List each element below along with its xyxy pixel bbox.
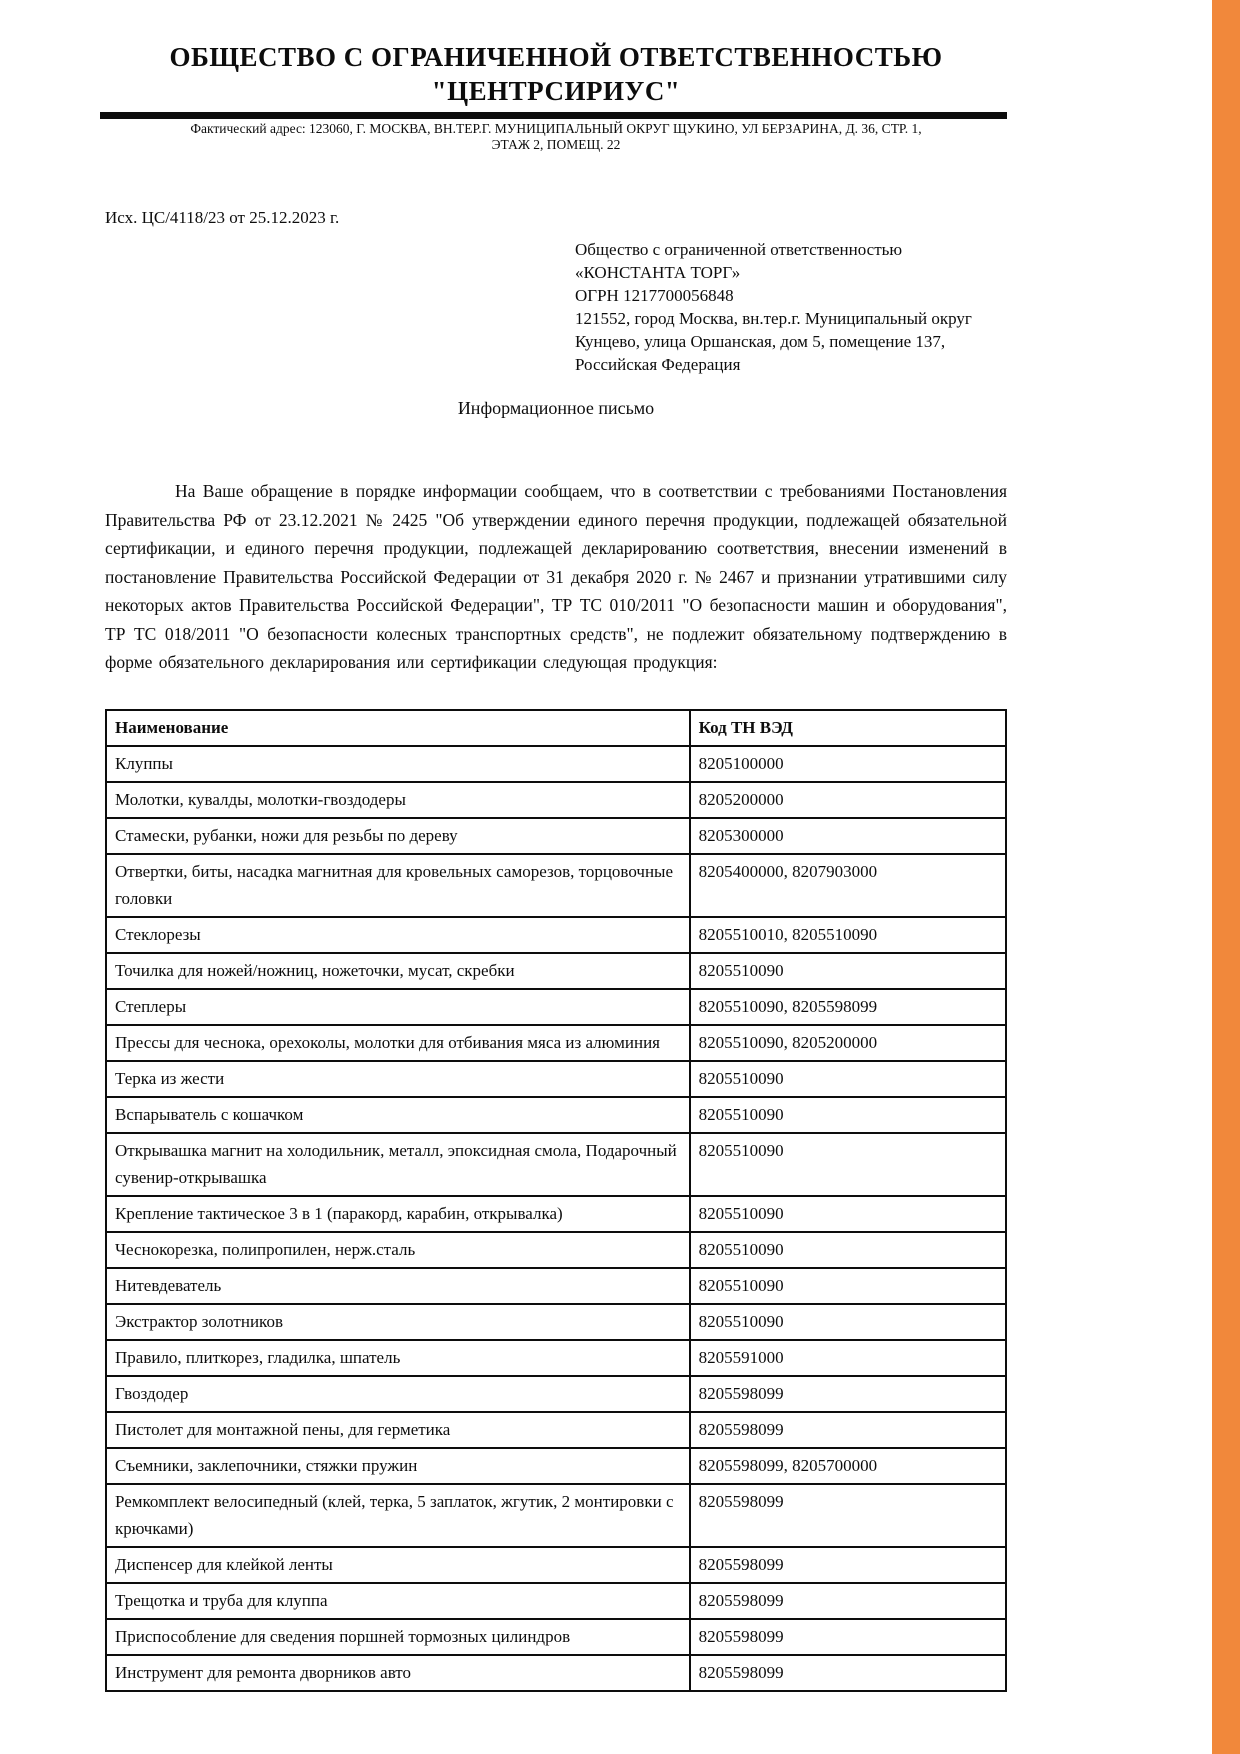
table-row <box>106 1340 1006 1376</box>
table-row <box>106 1025 1006 1061</box>
header-divider-rule <box>100 112 1007 119</box>
product-code-cell: 8205598099, 8205700000 <box>690 1448 1006 1484</box>
product-name-cell: Чеснокорезка, полипропилен, нерж.сталь <box>106 1232 690 1268</box>
product-name-cell: Клуппы <box>106 746 690 782</box>
table-row <box>106 1232 1006 1268</box>
table-row <box>106 782 1006 818</box>
product-name-cell: Крепление тактическое 3 в 1 (паракорд, карабин, открывалка) <box>106 1196 690 1232</box>
recipient-line: ОГРН 1217700056848 <box>575 286 734 305</box>
product-name-cell: Стеклорезы <box>106 917 690 953</box>
company-header <box>105 40 1007 108</box>
product-code-cell: 8205510090 <box>690 1268 1006 1304</box>
product-code-cell: 8205510090 <box>690 1196 1006 1232</box>
recipient-line: «КОНСТАНТА ТОРГ» <box>575 263 741 282</box>
table-row <box>106 854 1006 917</box>
table-row <box>106 1133 1006 1196</box>
product-code-cell: 8205400000, 8207903000 <box>690 854 1006 917</box>
product-name-cell: Диспенсер для клейкой ленты <box>106 1547 690 1583</box>
table-row <box>106 917 1006 953</box>
product-table <box>105 709 1007 1692</box>
product-code-cell: 8205510010, 8205510090 <box>690 917 1006 953</box>
letter-content <box>105 40 1007 1692</box>
product-name-cell: Открывашка магнит на холодильник, металл, эпоксидная смола, Подарочный сувенир-открывашка <box>106 1133 690 1196</box>
outgoing-reference: Исх. ЦС/4118/23 от 25.12.2023 г. <box>105 208 340 227</box>
product-name-cell: Трещотка и труба для клуппа <box>106 1583 690 1619</box>
letter-title: Информационное письмо <box>457 398 655 418</box>
product-name-cell: Съемники, заклепочники, стяжки пружин <box>106 1448 690 1484</box>
product-name-cell: Вспарыватель с кошачком <box>106 1097 690 1133</box>
table-row <box>106 1304 1006 1340</box>
product-code-cell: 8205598099 <box>690 1547 1006 1583</box>
product-name-cell: Экстрактор золотников <box>106 1304 690 1340</box>
product-code-cell: 8205200000 <box>690 782 1006 818</box>
recipient-block <box>575 238 1007 376</box>
product-code-cell: 8205300000 <box>690 818 1006 854</box>
product-code-cell: 8205598099 <box>690 1655 1006 1691</box>
table-row <box>106 1268 1006 1304</box>
product-name-cell: Прессы для чеснока, орехоколы, молотки для отбивания мяса из алюминия <box>106 1025 690 1061</box>
table-row <box>106 818 1006 854</box>
table-row <box>106 1619 1006 1655</box>
table-row <box>106 1061 1006 1097</box>
product-name-cell: Терка из жести <box>106 1061 690 1097</box>
product-code-cell: 8205510090, 8205598099 <box>690 989 1006 1025</box>
table-row <box>106 953 1006 989</box>
product-name-cell: Приспособление для сведения поршней тормозных цилиндров <box>106 1619 690 1655</box>
table-row <box>106 1376 1006 1412</box>
table-row <box>106 1484 1006 1547</box>
product-name-cell: Ремкомплект велосипедный (клей, терка, 5 заплаток, жгутик, 2 монтировки с крючками) <box>106 1484 690 1547</box>
company-name-line2: "ЦЕНТРСИРИУС" <box>431 76 681 106</box>
table-row <box>106 1412 1006 1448</box>
product-name-cell: Отвертки, биты, насадка магнитная для кровельных саморезов, торцовочные головки <box>106 854 690 917</box>
letter-body-paragraph: На Ваше обращение в порядке информации сообщаем, что в соответствии с требованиями Постановления Правительства РФ от 23.12.2021 № 2425 "Об утверждении единого перечня продукции, подлежащей обязательной сертификации, и единого перечня продукции, подлежащей декларированию соответствия, внесении изменений в постановление Правительства Российской Федерации от 31 декабря 2020 г. № 2467 и признании утратившими силу некоторых актов Правительства Российской Федерации", ТР ТС 010/2011 "О безопасности машин и оборудования", ТР ТС 018/2011 "О безопасности колесных транспортных средств", не подлежит обязательному подтверждению в форме обязательного декларирования или сертификации следующая продукция: <box>105 481 1007 672</box>
product-code-cell: 8205510090 <box>690 1133 1006 1196</box>
product-code-cell: 8205598099 <box>690 1376 1006 1412</box>
company-address-line1: Фактический адрес: 123060, Г. МОСКВА, ВН.ТЕР.Г. МУНИЦИПАЛЬНЫЙ ОКРУГ ЩУКИНО, УЛ БЕРЗАРИНА, Д. 36, СТР. 1, <box>190 121 922 136</box>
column-header-code: Код ТН ВЭД <box>690 710 1006 746</box>
table-row <box>106 1196 1006 1232</box>
product-code-cell: 8205100000 <box>690 746 1006 782</box>
product-name-cell: Точилка для ножей/ножниц, ножеточки, мусат, скребки <box>106 953 690 989</box>
recipient-line: Кунцево, улица Оршанская, дом 5, помещение 137, <box>575 332 946 351</box>
page-accent-strip <box>1212 0 1240 1754</box>
product-code-cell: 8205598099 <box>690 1412 1006 1448</box>
product-table-body <box>106 746 1006 1691</box>
product-table-header-row <box>106 710 1006 746</box>
product-name-cell: Инструмент для ремонта дворников авто <box>106 1655 690 1691</box>
table-row <box>106 1097 1006 1133</box>
product-code-cell: 8205510090 <box>690 1061 1006 1097</box>
company-name-line1: ОБЩЕСТВО С ОГРАНИЧЕННОЙ ОТВЕТСТВЕННОСТЬЮ <box>169 42 943 72</box>
product-name-cell: Молотки, кувалды, молотки-гвоздодеры <box>106 782 690 818</box>
product-code-cell: 8205510090 <box>690 1097 1006 1133</box>
table-row <box>106 989 1006 1025</box>
product-name-cell: Правило, плиткорез, гладилка, шпатель <box>106 1340 690 1376</box>
product-code-cell: 8205510090, 8205200000 <box>690 1025 1006 1061</box>
table-row <box>106 1547 1006 1583</box>
company-address <box>105 121 1007 153</box>
column-header-name: Наименование <box>106 710 690 746</box>
table-row <box>106 1448 1006 1484</box>
recipient-line: Российская Федерация <box>575 355 741 374</box>
table-row <box>106 746 1006 782</box>
product-name-cell: Степлеры <box>106 989 690 1025</box>
product-name-cell: Гвоздодер <box>106 1376 690 1412</box>
product-name-cell: Стамески, рубанки, ножи для резьбы по дереву <box>106 818 690 854</box>
product-code-cell: 8205598099 <box>690 1619 1006 1655</box>
company-address-line2: ЭТАЖ 2, ПОМЕЩ. 22 <box>491 137 621 152</box>
product-code-cell: 8205591000 <box>690 1340 1006 1376</box>
product-name-cell: Пистолет для монтажной пены, для герметика <box>106 1412 690 1448</box>
product-code-cell: 8205598099 <box>690 1583 1006 1619</box>
product-code-cell: 8205510090 <box>690 1304 1006 1340</box>
product-code-cell: 8205510090 <box>690 953 1006 989</box>
product-code-cell: 8205510090 <box>690 1232 1006 1268</box>
table-row <box>106 1583 1006 1619</box>
recipient-line: Общество с ограниченной ответственностью <box>575 240 903 259</box>
product-name-cell: Нитевдеватель <box>106 1268 690 1304</box>
table-row <box>106 1655 1006 1691</box>
recipient-line: 121552, город Москва, вн.тер.г. Муниципальный округ <box>575 309 972 328</box>
product-code-cell: 8205598099 <box>690 1484 1006 1547</box>
